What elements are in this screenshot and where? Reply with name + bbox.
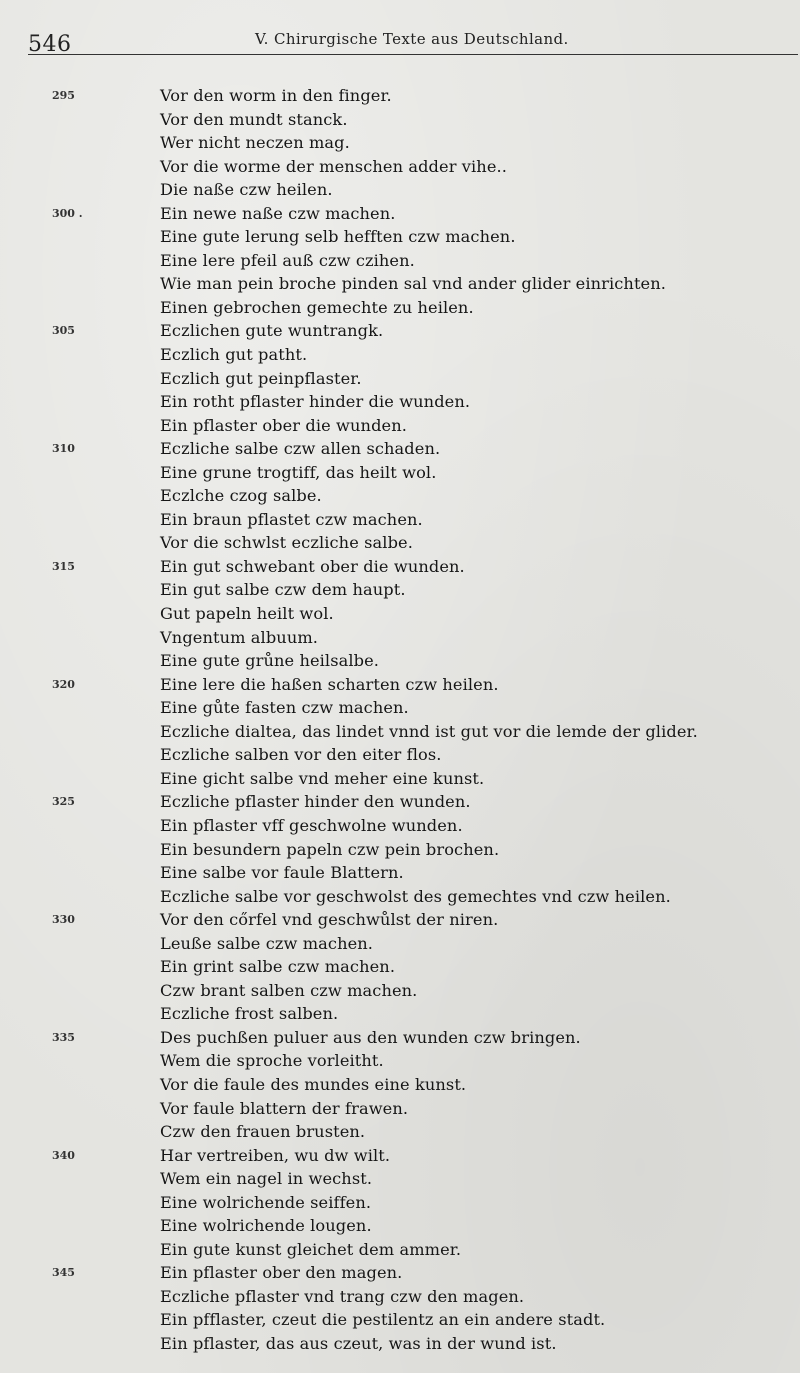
line-text: Ein pflaster ober den magen. (160, 1263, 403, 1283)
line-text: Eine gůte fasten czw machen. (160, 698, 409, 718)
line-text: Eczlichen gute wuntrangk. (160, 321, 384, 341)
line-text: Eczliche dialtea, das lindet vnnd ist gut vor die lemde der glider. (160, 721, 698, 741)
line-text: Ein pflaster, das aus czeut, was in der wund ist. (160, 1333, 557, 1353)
line-text: Eine grune trogtiff, das heilt wol. (160, 462, 437, 482)
text-line (0, 767, 800, 791)
text-line (0, 108, 800, 132)
line-text: Wem die sproche vorleitht. (160, 1051, 384, 1071)
line-text: Wem ein nagel in wechst. (160, 1169, 373, 1189)
line-text: Vor die schwlst eczliche salbe. (160, 533, 413, 553)
text-line (0, 155, 800, 179)
text-line (0, 673, 800, 697)
line-text: Czw den frauen brusten. (160, 1122, 366, 1142)
line-number: 310 (52, 442, 75, 456)
line-text: Eine gute lerung selb hefften czw machen. (160, 227, 516, 247)
text-line (0, 1026, 800, 1050)
text-line (0, 367, 800, 391)
line-text: Ein grint salbe czw machen. (160, 957, 396, 977)
text-line (0, 508, 800, 532)
text-line (0, 1097, 800, 1121)
line-text: Eczlich gut peinpflaster. (160, 368, 362, 388)
text-line (0, 555, 800, 579)
text-line (0, 814, 800, 838)
line-text: Ein pflaster vff geschwolne wunden. (160, 815, 463, 835)
text-line (0, 319, 800, 343)
text-line (0, 414, 800, 438)
text-line (0, 1120, 800, 1144)
line-text: Ein rotht pflaster hinder die wunden. (160, 392, 471, 412)
text-line (0, 908, 800, 932)
text-line (0, 838, 800, 862)
text-line (0, 178, 800, 202)
text-line (0, 626, 800, 650)
text-line (0, 885, 800, 909)
line-text: Eine gute grůne heilsalbe. (160, 651, 380, 671)
header-rule (28, 54, 798, 55)
line-text: Vngentum albuum. (160, 627, 319, 647)
text-line (0, 1261, 800, 1285)
line-text: Ein gut salbe czw dem haupt. (160, 580, 406, 600)
line-text: Des puchßen puluer aus den wunden czw bringen. (160, 1027, 581, 1047)
line-text: Ein braun pflastet czw machen. (160, 509, 423, 529)
text-line (0, 484, 800, 508)
line-number: 325 (52, 795, 75, 809)
text-line (0, 1144, 800, 1168)
text-line (0, 1308, 800, 1332)
line-text: Vor die faule des mundes eine kunst. (160, 1074, 467, 1094)
text-line (0, 461, 800, 485)
line-text: Gut papeln heilt wol. (160, 604, 334, 624)
line-text: Eine salbe vor faule Blattern. (160, 863, 404, 883)
text-line (0, 437, 800, 461)
text-line (0, 602, 800, 626)
text-line (0, 1167, 800, 1191)
text-line (0, 202, 800, 226)
line-text: Wie man pein broche pinden sal vnd ander glider einrichten. (160, 274, 667, 294)
text-line (0, 696, 800, 720)
line-text: Vor den cőrfel vnd geschwůlst der niren. (160, 910, 499, 930)
line-number: 340 (52, 1148, 75, 1162)
text-line (0, 272, 800, 296)
text-line (0, 1073, 800, 1097)
line-number: 295 (52, 89, 75, 102)
line-text: Eine lere pfeil auß czw czihen. (160, 250, 415, 270)
line-text: Har vertreiben, wu dw wilt. (160, 1145, 391, 1165)
line-text: Vor die worme der menschen adder vihe.. (160, 156, 507, 176)
text-line (0, 296, 800, 320)
line-number: 330 (52, 913, 75, 927)
line-text: Ein newe naße czw machen. (160, 203, 396, 223)
line-number: 335 (52, 1030, 75, 1044)
line-text: Ein besundern papeln czw pein brochen. (160, 839, 500, 859)
text-line (0, 720, 800, 744)
text-line (0, 743, 800, 767)
line-number: 300 . (52, 206, 83, 220)
text-line (0, 1002, 800, 1026)
line-text: Czw brant salben czw machen. (160, 980, 418, 1000)
line-number: 345 (52, 1266, 75, 1280)
line-text: Eine gicht salbe vnd meher eine kunst. (160, 768, 485, 788)
text-line (0, 578, 800, 602)
line-text: Eine wolrichende seiffen. (160, 1192, 372, 1212)
line-text: Eine wolrichende lougen. (160, 1216, 372, 1236)
line-text: Eczliche frost salben. (160, 1004, 339, 1024)
text-line (0, 1214, 800, 1238)
text-line (0, 861, 800, 885)
line-number: 315 (52, 559, 75, 573)
text-line (0, 343, 800, 367)
line-text: Die naße czw heilen. (160, 180, 333, 200)
line-text: Wer nicht neczen mag. (160, 133, 350, 153)
text-line (0, 225, 800, 249)
line-number: 305 (52, 324, 75, 338)
text-line (0, 649, 800, 673)
line-text: Vor faule blattern der frawen. (160, 1098, 409, 1118)
line-text: Eczliche salbe vor geschwolst des gemechtes vnd czw heilen. (160, 886, 671, 906)
line-text: Eczliche salbe czw allen schaden. (160, 439, 441, 459)
line-text: Eczlich gut patht. (160, 345, 308, 365)
page-number: 546 (28, 32, 72, 57)
text-line (0, 84, 800, 108)
line-text: Leuße salbe czw machen. (160, 933, 374, 953)
text-line (0, 249, 800, 273)
line-text: Ein pfflaster, czeut die pestilentz an ein andere stadt. (160, 1310, 606, 1330)
text-line (0, 790, 800, 814)
line-text: Eczlche czog salbe. (160, 486, 322, 506)
line-text: Eczliche pflaster vnd trang czw den magen. (160, 1286, 525, 1306)
text-line (0, 531, 800, 555)
line-text: Einen gebrochen gemechte zu heilen. (160, 297, 474, 317)
line-number: 320 (52, 677, 75, 691)
text-line (0, 131, 800, 155)
text-line (0, 1332, 800, 1356)
text-line (0, 390, 800, 414)
line-text: Ein gute kunst gleichet dem ammer. (160, 1239, 462, 1259)
line-text: Ein gut schwebant ober die wunden. (160, 556, 465, 576)
line-text: Vor den mundt stanck. (160, 109, 348, 129)
text-line (0, 1285, 800, 1309)
line-text: Eczliche salben vor den eiter flos. (160, 745, 442, 765)
running-head: V. Chirurgische Texte aus Deutschland. (255, 30, 569, 48)
page-header (0, 0, 800, 62)
text-line (0, 1049, 800, 1073)
line-text: Eczliche pflaster hinder den wunden. (160, 792, 471, 812)
text-line (0, 955, 800, 979)
line-text: Vor den worm in den finger. (160, 86, 392, 105)
text-line (0, 1238, 800, 1262)
text-line (0, 979, 800, 1003)
text-body (0, 84, 800, 1356)
text-line (0, 1191, 800, 1215)
line-text: Ein pflaster ober die wunden. (160, 415, 407, 435)
text-line (0, 932, 800, 956)
line-text: Eine lere die haßen scharten czw heilen. (160, 674, 499, 694)
